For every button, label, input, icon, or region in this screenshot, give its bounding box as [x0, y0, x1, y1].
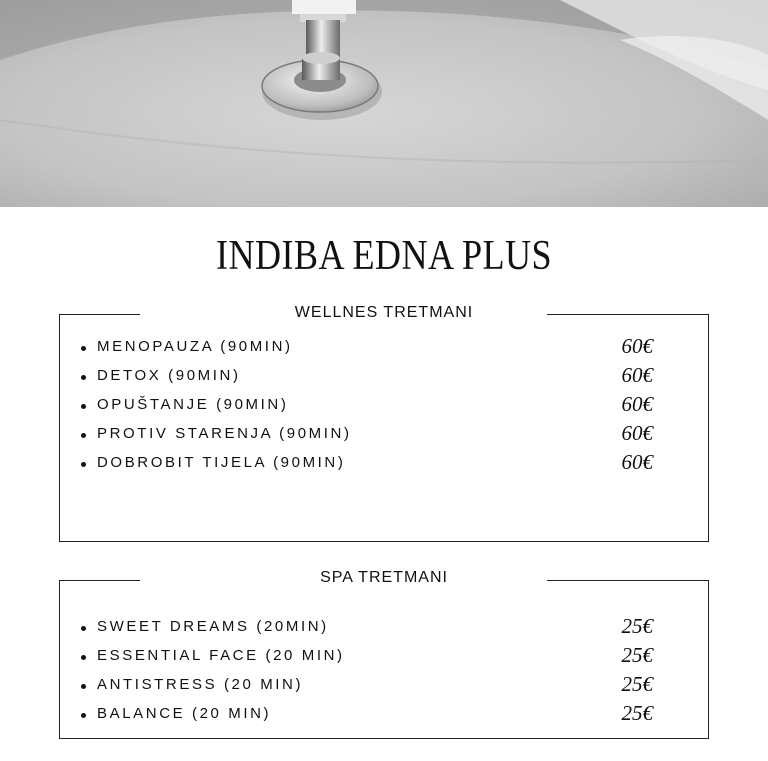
list-item: [59, 701, 709, 727]
item-label: PROTIV STARENJA (90MIN): [97, 425, 352, 442]
item-price: 60€: [621, 363, 653, 387]
item-label: BALANCE (20 MIN): [97, 705, 272, 722]
item-price: 25€: [621, 643, 653, 667]
bullet-icon: [81, 713, 86, 718]
item-price: 60€: [621, 421, 653, 445]
item-label: DETOX (90MIN): [97, 367, 241, 384]
list-item: [59, 363, 709, 389]
bullet-icon: [81, 626, 86, 631]
list-item: [59, 643, 709, 669]
wellnes-section: [59, 302, 709, 542]
item-label: ESSENTIAL FACE (20 MIN): [97, 647, 345, 664]
list-item: [59, 392, 709, 418]
item-price: 60€: [621, 392, 653, 416]
list-item: [59, 614, 709, 640]
device-on-back-photo: [0, 0, 768, 207]
bullet-icon: [81, 684, 86, 689]
bullet-icon: [81, 404, 86, 409]
item-price: 25€: [621, 672, 653, 696]
item-label: SWEET DREAMS (20MIN): [97, 618, 329, 635]
item-price: 60€: [621, 450, 653, 474]
item-price: 25€: [621, 701, 653, 725]
list-item: [59, 672, 709, 698]
section-title: SPA TRETMANI: [320, 569, 448, 586]
item-label: ANTISTRESS (20 MIN): [97, 676, 304, 693]
hero-photo: [0, 0, 768, 207]
item-label: OPUŠTANJE (90MIN): [97, 396, 289, 413]
item-price: 25€: [621, 614, 653, 638]
list-item: [59, 421, 709, 447]
bullet-icon: [81, 433, 86, 438]
item-label: MENOPAUZA (90MIN): [97, 338, 293, 355]
page-title: INDIBA EDNA PLUS: [215, 233, 552, 279]
bullet-icon: [81, 655, 86, 660]
spa-section: [59, 568, 709, 740]
list-item: [59, 450, 709, 476]
bullet-icon: [81, 462, 86, 467]
item-price: 60€: [621, 334, 653, 358]
bullet-icon: [81, 375, 86, 380]
section-title: WELLNES TRETMANI: [294, 304, 474, 321]
item-label: DOBROBIT TIJELA (90MIN): [97, 454, 346, 471]
bullet-icon: [81, 346, 86, 351]
list-item: [59, 334, 709, 360]
